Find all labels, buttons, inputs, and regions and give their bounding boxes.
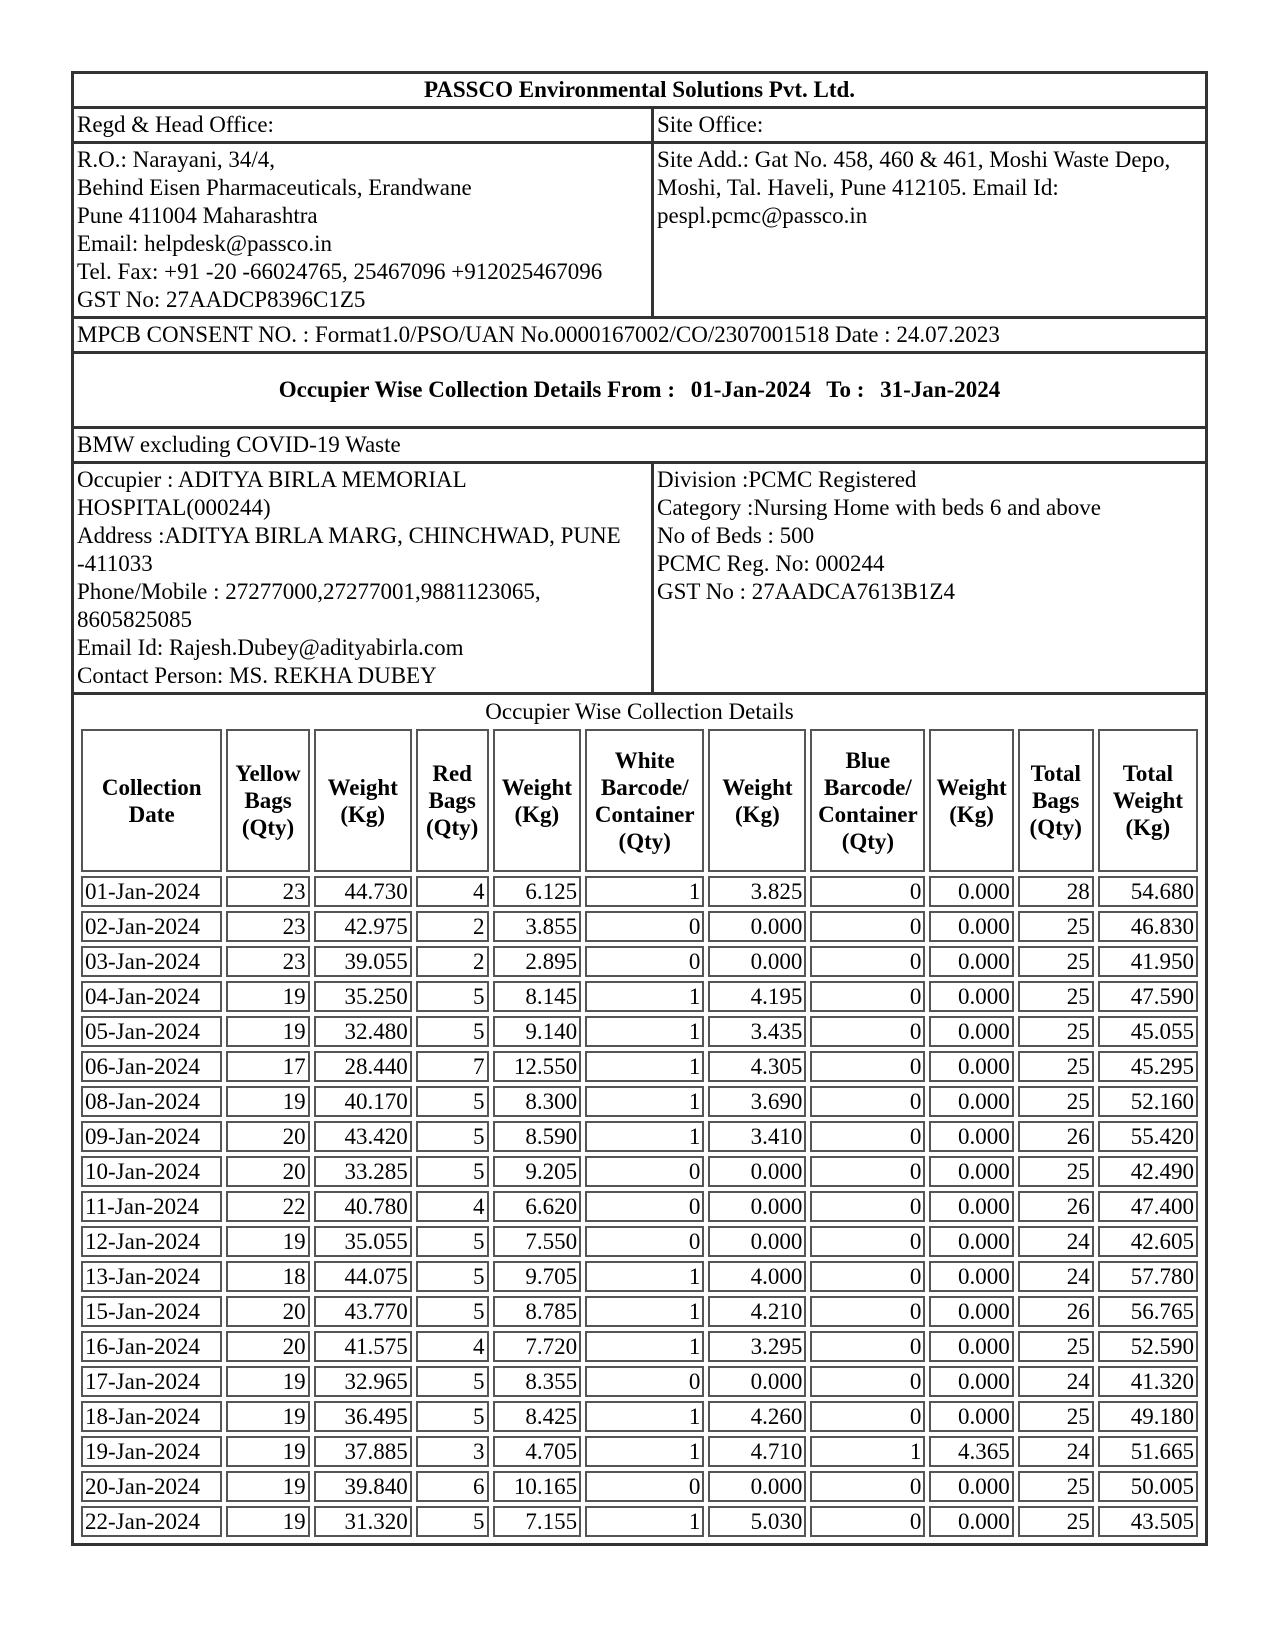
cell-white-container: 1	[585, 1296, 704, 1327]
cell-date: 19-Jan-2024	[81, 1436, 222, 1467]
cell-white-container: 0	[585, 1156, 704, 1187]
cell-white-container: 0	[585, 1366, 704, 1397]
cell-yellow-weight: 36.495	[314, 1401, 412, 1432]
collection-table	[77, 725, 1202, 1541]
col-header-white-weight: Weight (Kg)	[708, 729, 806, 872]
cell-red-weight: 8.785	[493, 1296, 582, 1327]
head-office-line: Pune 411004 Maharashtra	[77, 203, 318, 228]
cell-yellow-bags: 20	[226, 1296, 309, 1327]
cell-date: 10-Jan-2024	[81, 1156, 222, 1187]
cell-white-weight: 3.690	[708, 1086, 806, 1117]
cell-blue-container: 0	[810, 1086, 925, 1117]
cell-white-container: 1	[585, 981, 704, 1012]
cell-blue-weight: 0.000	[929, 1471, 1013, 1502]
cell-blue-weight: 0.000	[929, 946, 1013, 977]
occupier-phone: Phone/Mobile : 27277000,27277001,9881123065, 8605825085	[77, 579, 541, 632]
cell-total-bags: 25	[1018, 1331, 1094, 1362]
cell-total-weight: 41.950	[1098, 946, 1198, 977]
cell-total-weight: 42.605	[1098, 1226, 1198, 1257]
cell-yellow-weight: 43.420	[314, 1121, 412, 1152]
cell-white-container: 1	[585, 1401, 704, 1432]
table-row	[81, 1051, 1198, 1082]
cell-date: 01-Jan-2024	[81, 876, 222, 907]
cell-white-container: 1	[585, 1016, 704, 1047]
cell-total-bags: 26	[1018, 1191, 1094, 1222]
cell-date: 12-Jan-2024	[81, 1226, 222, 1257]
cell-red-bags: 4	[416, 876, 489, 907]
cell-date: 20-Jan-2024	[81, 1471, 222, 1502]
cell-total-weight: 54.680	[1098, 876, 1198, 907]
cell-total-bags: 24	[1018, 1436, 1094, 1467]
head-office-address	[73, 143, 653, 318]
cell-red-weight: 2.895	[493, 946, 582, 977]
cell-total-bags: 24	[1018, 1261, 1094, 1292]
head-office-line: R.O.: Narayani, 34/4,	[77, 147, 276, 172]
cell-white-container: 0	[585, 1226, 704, 1257]
cell-yellow-bags: 23	[226, 946, 309, 977]
cell-date: 06-Jan-2024	[81, 1051, 222, 1082]
cell-yellow-weight: 33.285	[314, 1156, 412, 1187]
cell-blue-container: 0	[810, 981, 925, 1012]
cell-blue-container: 0	[810, 1016, 925, 1047]
cell-white-weight: 4.210	[708, 1296, 806, 1327]
report-page	[71, 71, 1205, 1546]
cell-red-bags: 2	[416, 946, 489, 977]
cell-blue-container: 0	[810, 1261, 925, 1292]
company-name: PASSCO Environmental Solutions Pvt. Ltd.	[73, 73, 1207, 108]
cell-yellow-bags: 20	[226, 1331, 309, 1362]
cell-white-container: 1	[585, 1506, 704, 1537]
cell-red-bags: 5	[416, 1296, 489, 1327]
cell-yellow-weight: 39.055	[314, 946, 412, 977]
cell-blue-container: 0	[810, 1156, 925, 1187]
table-row	[81, 1401, 1198, 1432]
occupier-name: Occupier : ADITYA BIRLA MEMORIAL HOSPITAL(000244)	[77, 467, 466, 520]
cell-white-container: 0	[585, 1191, 704, 1222]
cell-white-weight: 0.000	[708, 1191, 806, 1222]
cell-total-weight: 56.765	[1098, 1296, 1198, 1327]
cell-date: 02-Jan-2024	[81, 911, 222, 942]
cell-red-weight: 6.125	[493, 876, 582, 907]
cell-red-bags: 5	[416, 1261, 489, 1292]
cell-blue-container: 1	[810, 1436, 925, 1467]
cell-yellow-bags: 23	[226, 876, 309, 907]
cell-blue-weight: 0.000	[929, 1261, 1013, 1292]
table-row	[81, 1226, 1198, 1257]
cell-yellow-weight: 40.170	[314, 1086, 412, 1117]
cell-red-weight: 8.425	[493, 1401, 582, 1432]
cell-red-bags: 5	[416, 981, 489, 1012]
table-row	[81, 1296, 1198, 1327]
cell-yellow-weight: 35.055	[314, 1226, 412, 1257]
cell-total-weight: 42.490	[1098, 1156, 1198, 1187]
cell-red-weight: 12.550	[493, 1051, 582, 1082]
cell-yellow-weight: 28.440	[314, 1051, 412, 1082]
cell-blue-container: 0	[810, 911, 925, 942]
cell-red-bags: 5	[416, 1401, 489, 1432]
cell-total-weight: 55.420	[1098, 1121, 1198, 1152]
col-header-red-weight: Weight (Kg)	[493, 729, 582, 872]
table-row	[81, 1191, 1198, 1222]
cell-red-bags: 5	[416, 1366, 489, 1397]
cell-blue-weight: 0.000	[929, 1366, 1013, 1397]
cell-blue-container: 0	[810, 1401, 925, 1432]
cell-yellow-bags: 19	[226, 1401, 309, 1432]
cell-red-weight: 8.355	[493, 1366, 582, 1397]
col-header-blue-weight: Weight (Kg)	[929, 729, 1013, 872]
cell-red-bags: 2	[416, 911, 489, 942]
cell-total-weight: 45.055	[1098, 1016, 1198, 1047]
cell-yellow-bags: 19	[226, 1436, 309, 1467]
cell-total-weight: 46.830	[1098, 911, 1198, 942]
cell-total-weight: 47.400	[1098, 1191, 1198, 1222]
cell-yellow-weight: 42.975	[314, 911, 412, 942]
cell-red-weight: 7.720	[493, 1331, 582, 1362]
cell-white-weight: 4.260	[708, 1401, 806, 1432]
cell-date: 16-Jan-2024	[81, 1331, 222, 1362]
cell-date: 22-Jan-2024	[81, 1506, 222, 1537]
cell-white-weight: 5.030	[708, 1506, 806, 1537]
cell-white-weight: 0.000	[708, 911, 806, 942]
table-row	[81, 981, 1198, 1012]
cell-yellow-bags: 19	[226, 1016, 309, 1047]
cell-yellow-bags: 19	[226, 1506, 309, 1537]
cell-blue-container: 0	[810, 1226, 925, 1257]
table-row	[81, 1016, 1198, 1047]
site-office-address: Site Add.: Gat No. 458, 460 & 461, Moshi Waste Depo, Moshi, Tal. Haveli, Pune 412105. Email Id: pespl.pcmc@passco.in	[653, 143, 1207, 318]
cell-date: 18-Jan-2024	[81, 1401, 222, 1432]
cell-blue-weight: 0.000	[929, 1191, 1013, 1222]
col-header-blue-container: Blue Barcode/ Container (Qty)	[810, 729, 925, 872]
collection-table-body	[81, 876, 1198, 1537]
col-header-date: Collection Date	[81, 729, 222, 872]
cell-yellow-weight: 40.780	[314, 1191, 412, 1222]
cell-blue-weight: 0.000	[929, 1121, 1013, 1152]
table-header-row	[81, 729, 1198, 872]
cell-total-bags: 26	[1018, 1296, 1094, 1327]
cell-date: 03-Jan-2024	[81, 946, 222, 977]
cell-yellow-weight: 43.770	[314, 1296, 412, 1327]
cell-total-weight: 52.160	[1098, 1086, 1198, 1117]
cell-yellow-bags: 17	[226, 1051, 309, 1082]
cell-white-container: 0	[585, 1471, 704, 1502]
report-period	[73, 353, 1207, 428]
cell-red-bags: 5	[416, 1121, 489, 1152]
cell-white-weight: 4.195	[708, 981, 806, 1012]
cell-blue-weight: 0.000	[929, 1086, 1013, 1117]
cell-yellow-weight: 32.965	[314, 1366, 412, 1397]
cell-blue-weight: 0.000	[929, 911, 1013, 942]
cell-total-bags: 28	[1018, 876, 1094, 907]
cell-yellow-bags: 19	[226, 1471, 309, 1502]
cell-yellow-bags: 23	[226, 911, 309, 942]
cell-total-bags: 26	[1018, 1121, 1094, 1152]
cell-red-weight: 8.590	[493, 1121, 582, 1152]
cell-yellow-bags: 20	[226, 1121, 309, 1152]
consent-number: MPCB CONSENT NO. : Format1.0/PSO/UAN No.0000167002/CO/2307001518 Date : 24.07.2023	[73, 318, 1207, 353]
cell-red-bags: 5	[416, 1086, 489, 1117]
cell-yellow-bags: 19	[226, 981, 309, 1012]
cell-blue-weight: 0.000	[929, 1506, 1013, 1537]
table-row	[81, 911, 1198, 942]
cell-blue-weight: 4.365	[929, 1436, 1013, 1467]
cell-total-weight: 41.320	[1098, 1366, 1198, 1397]
cell-yellow-bags: 22	[226, 1191, 309, 1222]
col-header-total-weight: Total Weight (Kg)	[1098, 729, 1198, 872]
table-row	[81, 1261, 1198, 1292]
cell-blue-weight: 0.000	[929, 1226, 1013, 1257]
cell-white-weight: 4.710	[708, 1436, 806, 1467]
occupier-address: Address :ADITYA BIRLA MARG, CHINCHWAD, PUNE -411033	[77, 523, 621, 576]
cell-total-bags: 24	[1018, 1366, 1094, 1397]
occupier-info	[73, 463, 653, 694]
occupier-division: Division :PCMC Registered	[657, 467, 917, 492]
cell-blue-container: 0	[810, 1051, 925, 1082]
cell-red-weight: 6.620	[493, 1191, 582, 1222]
cell-date: 05-Jan-2024	[81, 1016, 222, 1047]
cell-white-weight: 3.435	[708, 1016, 806, 1047]
cell-blue-weight: 0.000	[929, 1156, 1013, 1187]
cell-yellow-weight: 44.730	[314, 876, 412, 907]
period-title: Occupier Wise Collection Details From :	[278, 377, 676, 402]
table-row	[81, 1436, 1198, 1467]
cell-white-weight: 3.410	[708, 1121, 806, 1152]
cell-red-bags: 5	[416, 1156, 489, 1187]
cell-white-weight: 3.825	[708, 876, 806, 907]
cell-total-weight: 51.665	[1098, 1436, 1198, 1467]
cell-blue-container: 0	[810, 1121, 925, 1152]
cell-red-weight: 9.205	[493, 1156, 582, 1187]
cell-total-weight: 49.180	[1098, 1401, 1198, 1432]
cell-red-bags: 3	[416, 1436, 489, 1467]
cell-white-weight: 0.000	[708, 1156, 806, 1187]
cell-white-weight: 0.000	[708, 946, 806, 977]
cell-white-weight: 3.295	[708, 1331, 806, 1362]
col-header-white-container: White Barcode/ Container (Qty)	[585, 729, 704, 872]
cell-red-bags: 4	[416, 1191, 489, 1222]
cell-blue-container: 0	[810, 1191, 925, 1222]
cell-total-bags: 25	[1018, 1016, 1094, 1047]
cell-total-weight: 52.590	[1098, 1331, 1198, 1362]
cell-total-weight: 43.505	[1098, 1506, 1198, 1537]
cell-total-bags: 25	[1018, 1051, 1094, 1082]
cell-total-weight: 47.590	[1098, 981, 1198, 1012]
cell-white-container: 1	[585, 1261, 704, 1292]
cell-red-bags: 4	[416, 1331, 489, 1362]
col-header-yellow-weight: Weight (Kg)	[314, 729, 412, 872]
cell-red-weight: 7.550	[493, 1226, 582, 1257]
report-layout-table	[71, 71, 1208, 1546]
collection-table-caption: Occupier Wise Collection Details	[485, 699, 794, 724]
occupier-contact: Contact Person: MS. REKHA DUBEY	[77, 663, 437, 688]
col-header-yellow-bags: Yellow Bags (Qty)	[226, 729, 309, 872]
cell-red-bags: 6	[416, 1471, 489, 1502]
cell-blue-weight: 0.000	[929, 1016, 1013, 1047]
head-office-line: Behind Eisen Pharmaceuticals, Erandwane	[77, 175, 472, 200]
head-office-phone: Tel. Fax: +91 -20 -66024765, 25467096 +912025467096	[77, 259, 603, 284]
cell-total-weight: 45.295	[1098, 1051, 1198, 1082]
cell-date: 15-Jan-2024	[81, 1296, 222, 1327]
head-office-label: Regd & Head Office:	[73, 108, 653, 143]
cell-total-bags: 25	[1018, 1086, 1094, 1117]
cell-white-weight: 4.000	[708, 1261, 806, 1292]
cell-date: 04-Jan-2024	[81, 981, 222, 1012]
cell-yellow-weight: 37.885	[314, 1436, 412, 1467]
cell-white-weight: 4.305	[708, 1051, 806, 1082]
cell-total-bags: 25	[1018, 911, 1094, 942]
table-row	[81, 1086, 1198, 1117]
col-header-total-bags: Total Bags (Qty)	[1018, 729, 1094, 872]
occupier-beds: No of Beds : 500	[657, 523, 815, 548]
cell-yellow-weight: 32.480	[314, 1016, 412, 1047]
cell-blue-container: 0	[810, 946, 925, 977]
cell-date: 08-Jan-2024	[81, 1086, 222, 1117]
cell-red-bags: 5	[416, 1226, 489, 1257]
cell-red-bags: 5	[416, 1016, 489, 1047]
occupier-reg-no: PCMC Reg. No: 000244	[657, 551, 885, 576]
occupier-gst: GST No : 27AADCA7613B1Z4	[657, 579, 955, 604]
cell-yellow-bags: 18	[226, 1261, 309, 1292]
cell-date: 09-Jan-2024	[81, 1121, 222, 1152]
period-to: 31-Jan-2024	[880, 377, 1001, 402]
table-row	[81, 1156, 1198, 1187]
occupier-category: Category :Nursing Home with beds 6 and above	[657, 495, 1101, 520]
cell-white-container: 1	[585, 1051, 704, 1082]
cell-yellow-bags: 19	[226, 1086, 309, 1117]
cell-total-bags: 25	[1018, 1506, 1094, 1537]
period-from: 01-Jan-2024	[690, 377, 811, 402]
cell-white-container: 0	[585, 911, 704, 942]
cell-blue-weight: 0.000	[929, 1331, 1013, 1362]
cell-total-weight: 50.005	[1098, 1471, 1198, 1502]
table-row	[81, 946, 1198, 977]
cell-blue-container: 0	[810, 1506, 925, 1537]
cell-white-container: 0	[585, 946, 704, 977]
cell-yellow-bags: 19	[226, 1366, 309, 1397]
cell-yellow-weight: 35.250	[314, 981, 412, 1012]
cell-red-weight: 8.300	[493, 1086, 582, 1117]
collection-section	[73, 694, 1207, 1545]
cell-blue-container: 0	[810, 1366, 925, 1397]
cell-date: 17-Jan-2024	[81, 1366, 222, 1397]
cell-blue-weight: 0.000	[929, 1401, 1013, 1432]
cell-yellow-bags: 19	[226, 1226, 309, 1257]
site-office-label: Site Office:	[653, 108, 1207, 143]
head-office-email: Email: helpdesk@passco.in	[77, 231, 332, 256]
cell-white-weight: 0.000	[708, 1226, 806, 1257]
cell-red-weight: 9.705	[493, 1261, 582, 1292]
cell-total-bags: 24	[1018, 1226, 1094, 1257]
table-row	[81, 1366, 1198, 1397]
cell-yellow-weight: 39.840	[314, 1471, 412, 1502]
cell-yellow-weight: 44.075	[314, 1261, 412, 1292]
cell-yellow-weight: 41.575	[314, 1331, 412, 1362]
cell-blue-container: 0	[810, 1331, 925, 1362]
cell-blue-weight: 0.000	[929, 876, 1013, 907]
cell-white-container: 1	[585, 1086, 704, 1117]
cell-red-weight: 4.705	[493, 1436, 582, 1467]
cell-white-weight: 0.000	[708, 1471, 806, 1502]
table-row	[81, 1471, 1198, 1502]
cell-red-bags: 7	[416, 1051, 489, 1082]
cell-white-container: 1	[585, 876, 704, 907]
cell-blue-weight: 0.000	[929, 981, 1013, 1012]
cell-total-bags: 25	[1018, 981, 1094, 1012]
table-row	[81, 1506, 1198, 1537]
cell-total-bags: 25	[1018, 1156, 1094, 1187]
cell-white-container: 1	[585, 1331, 704, 1362]
cell-blue-weight: 0.000	[929, 1296, 1013, 1327]
waste-type: BMW excluding COVID-19 Waste	[73, 428, 1207, 463]
cell-white-weight: 0.000	[708, 1366, 806, 1397]
cell-blue-weight: 0.000	[929, 1051, 1013, 1082]
cell-white-container: 1	[585, 1436, 704, 1467]
cell-red-weight: 10.165	[493, 1471, 582, 1502]
table-row	[81, 1331, 1198, 1362]
cell-date: 13-Jan-2024	[81, 1261, 222, 1292]
period-to-label: To :	[826, 377, 865, 402]
cell-red-weight: 7.155	[493, 1506, 582, 1537]
cell-total-bags: 25	[1018, 1401, 1094, 1432]
cell-total-bags: 25	[1018, 946, 1094, 977]
cell-red-weight: 9.140	[493, 1016, 582, 1047]
cell-total-weight: 57.780	[1098, 1261, 1198, 1292]
cell-blue-container: 0	[810, 1471, 925, 1502]
cell-white-container: 1	[585, 1121, 704, 1152]
occupier-email: Email Id: Rajesh.Dubey@adityabirla.com	[77, 635, 464, 660]
cell-yellow-weight: 31.320	[314, 1506, 412, 1537]
cell-blue-container: 0	[810, 1296, 925, 1327]
cell-red-weight: 3.855	[493, 911, 582, 942]
cell-blue-container: 0	[810, 876, 925, 907]
head-office-gst: GST No: 27AADCP8396C1Z5	[77, 287, 366, 312]
cell-date: 11-Jan-2024	[81, 1191, 222, 1222]
table-row	[81, 1121, 1198, 1152]
cell-red-weight: 8.145	[493, 981, 582, 1012]
cell-red-bags: 5	[416, 1506, 489, 1537]
cell-total-bags: 25	[1018, 1471, 1094, 1502]
table-row	[81, 876, 1198, 907]
cell-yellow-bags: 20	[226, 1156, 309, 1187]
occupier-details	[653, 463, 1207, 694]
col-header-red-bags: Red Bags (Qty)	[416, 729, 489, 872]
